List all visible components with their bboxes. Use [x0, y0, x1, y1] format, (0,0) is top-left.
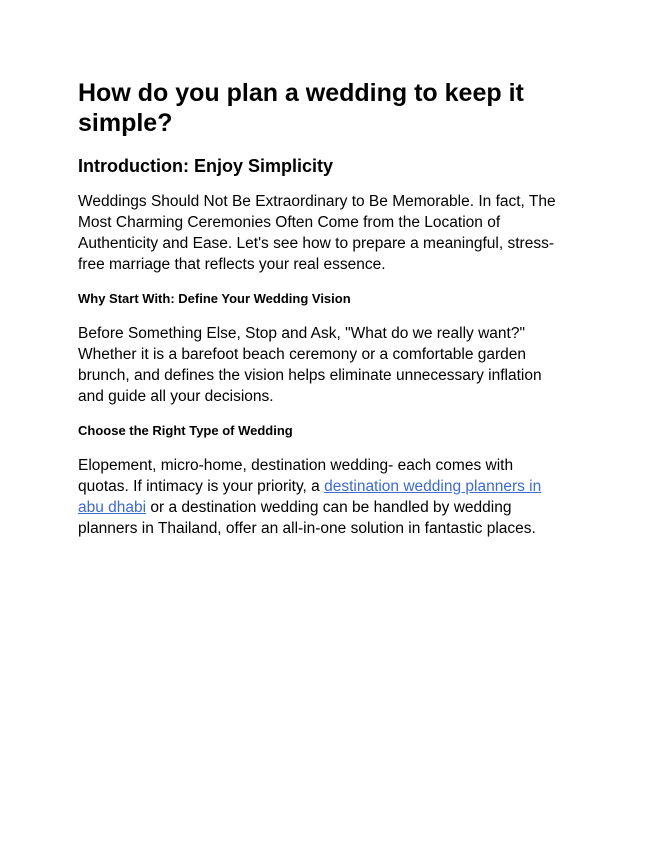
- section-paragraph-wedding-type: [78, 455, 568, 539]
- destination-wedding-planners-link[interactable]: destination wedding planners in abu dhabi: [78, 478, 542, 516]
- intro-heading: Introduction: Enjoy Simplicity: [78, 156, 334, 176]
- paragraph-text-before-link: Elopement, micro-home, destination wedding- each comes with quotas. If intimacy is your priority, a: [78, 457, 514, 495]
- section-heading-vision: Why Start With: Define Your Wedding Vision: [78, 291, 351, 306]
- page-title: How do you plan a wedding to keep it simple?: [78, 79, 524, 137]
- intro-paragraph: Weddings Should Not Be Extraordinary to Be Memorable. In fact, The Most Charming Ceremonies Often Come from the Location of Authenticity and Ease. Let's see how to prepare a meaningful, stress-free marriage that reflects your real essence.: [78, 193, 556, 273]
- paragraph-text-after-link: or a destination wedding can be handled by wedding planners in Thailand, offer an all-in-one solution in fantastic places.: [78, 499, 536, 537]
- section-heading-wedding-type: Choose the Right Type of Wedding: [78, 423, 293, 438]
- section-paragraph-vision: Before Something Else, Stop and Ask, "What do we really want?" Whether it is a barefoot beach ceremony or a comfortable garden brunch, and defines the vision helps eliminate unnecessary inflation and guide all your decisions.: [78, 325, 542, 405]
